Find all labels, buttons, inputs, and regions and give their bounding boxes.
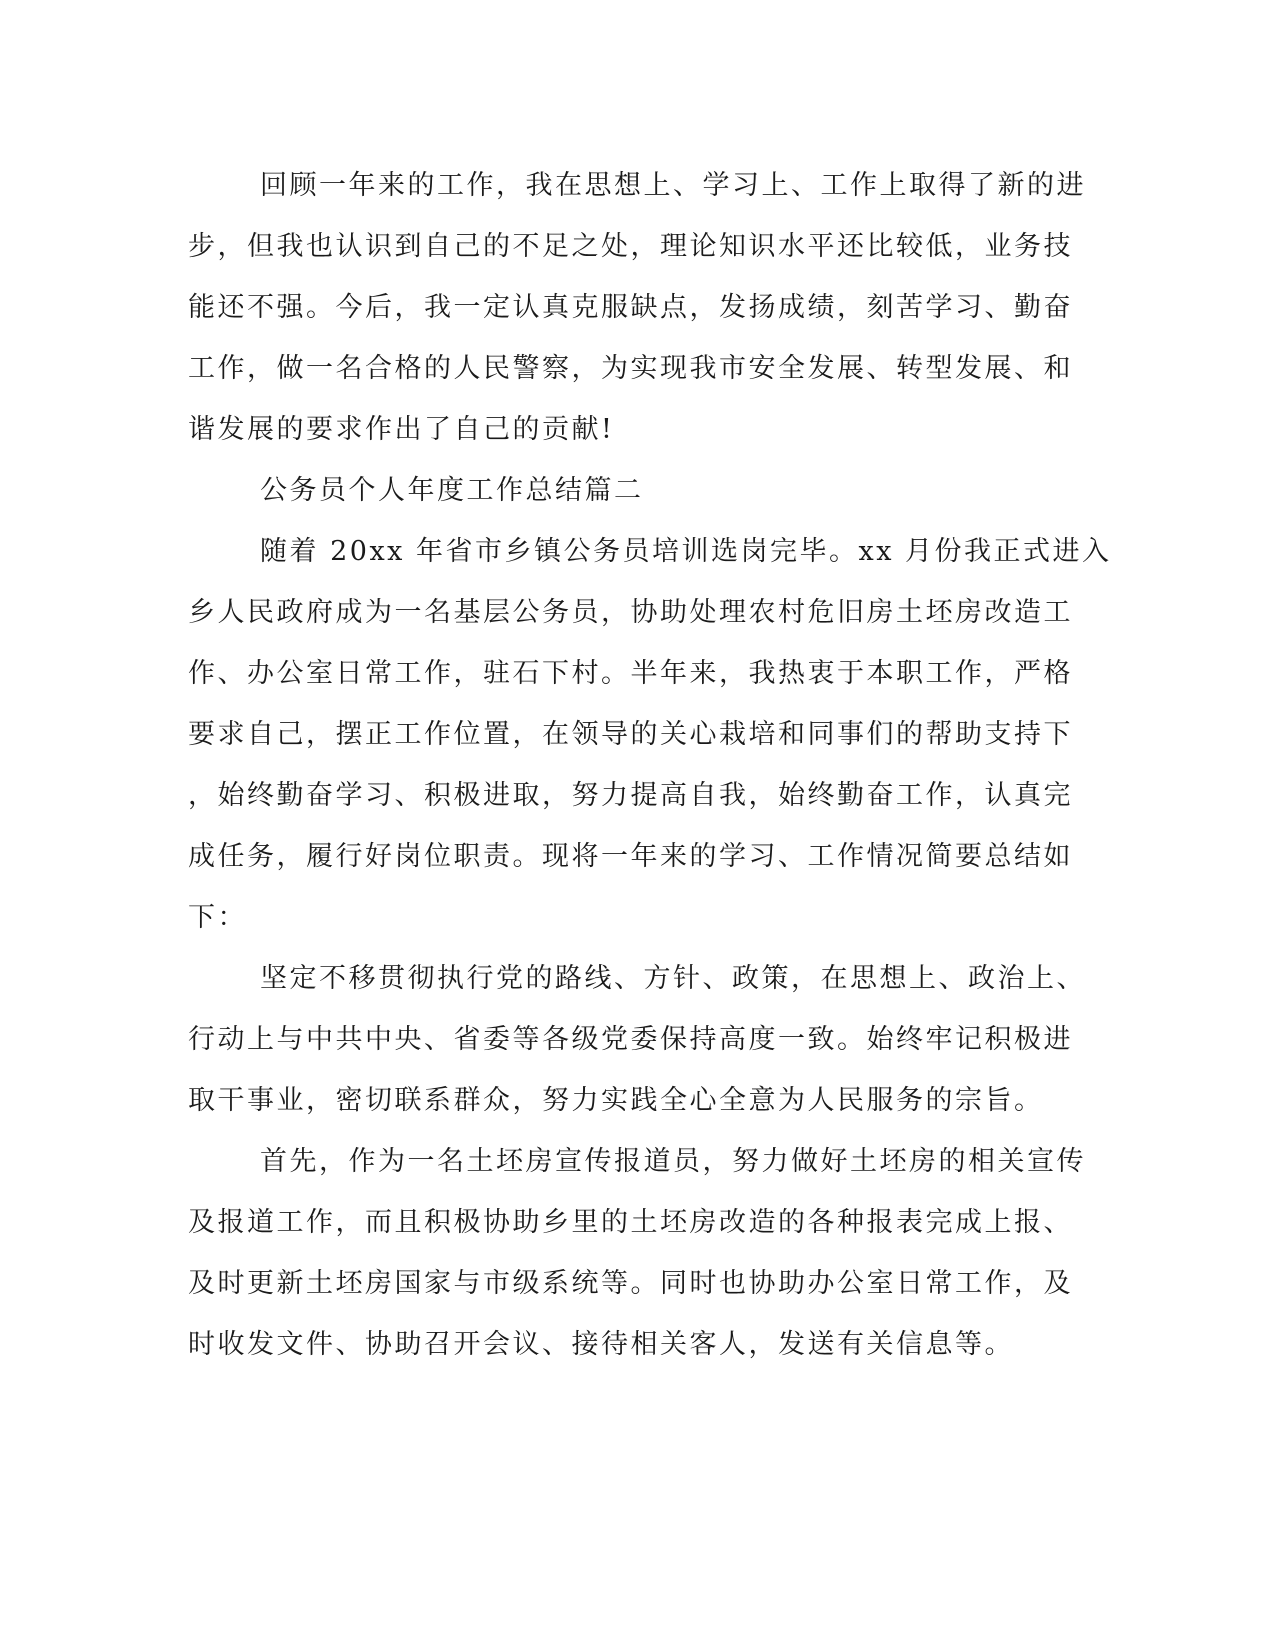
paragraph-line: 工作，做一名合格的人民警察，为实现我市安全发展、转型发展、和 [188, 353, 1073, 384]
paragraph-line: 时收发文件、协助召开会议、接待相关客人，发送有关信息等。 [188, 1329, 1014, 1360]
paragraph-line: 乡人民政府成为一名基层公务员，协助处理农村危旧房土坯房改造工 [188, 597, 1073, 628]
paragraph-line: 能还不强。今后，我一定认真克服缺点，发扬成绩，刻苦学习、勤奋 [188, 292, 1073, 323]
paragraph-line: 下： [188, 902, 247, 933]
paragraph-line: ，始终勤奋学习、积极进取，努力提高自我，始终勤奋工作，认真完 [188, 780, 1073, 811]
paragraph-line: 取干事业，密切联系群众，努力实践全心全意为人民服务的宗旨。 [188, 1085, 1044, 1116]
paragraph-line: 谐发展的要求作出了自己的贡献! [188, 414, 615, 445]
paragraph-line: 要求自己，摆正工作位置，在领导的关心栽培和同事们的帮助支持下 [188, 719, 1073, 750]
section-heading: 公务员个人年度工作总结篇二 [260, 475, 644, 506]
paragraph-line: 行动上与中共中央、省委等各级党委保持高度一致。始终牢记积极进 [188, 1024, 1073, 1055]
document-body [188, 155, 1112, 1375]
paragraph-line: 成任务，履行好岗位职责。现将一年来的学习、工作情况简要总结如 [188, 841, 1073, 872]
paragraph-line: 首先，作为一名土坯房宣传报道员，努力做好土坯房的相关宣传 [260, 1146, 1086, 1177]
paragraph-line: 坚定不移贯彻执行党的路线、方针、政策，在思想上、政治上、 [260, 963, 1086, 994]
paragraph-line: 回顾一年来的工作，我在思想上、学习上、工作上取得了新的进 [260, 170, 1086, 201]
paragraph-line: 及报道工作，而且积极协助乡里的土坯房改造的各种报表完成上报、 [188, 1207, 1073, 1238]
paragraph-line: 步，但我也认识到自己的不足之处，理论知识水平还比较低，业务技 [188, 231, 1073, 262]
paragraph-line: 随着 20xx 年省市乡镇公务员培训选岗完毕。xx 月份我正式进入 [260, 536, 1112, 567]
paragraph-line: 作、办公室日常工作，驻石下村。半年来，我热衷于本职工作，严格 [188, 658, 1073, 689]
paragraph-line: 及时更新土坯房国家与市级系统等。同时也协助办公室日常工作，及 [188, 1268, 1073, 1299]
